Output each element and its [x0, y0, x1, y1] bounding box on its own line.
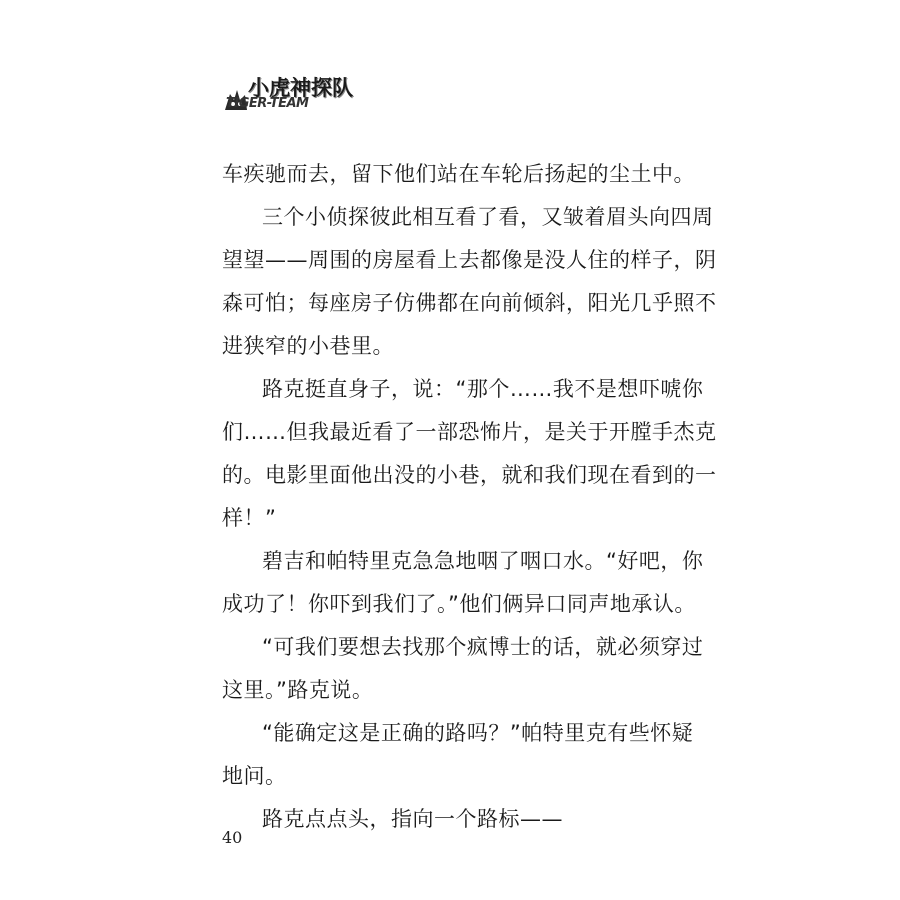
text-line: 车疾驰而去，留下他们站在车轮后扬起的尘土中。 [222, 162, 695, 186]
text-line: 们……但我最近看了一部恐怖片，是关于开膛手杰克 [222, 420, 717, 444]
page-number: 40 [222, 828, 243, 847]
text-line: 望望——周围的房屋看上去都像是没人住的样子，阴 [222, 248, 717, 272]
text-line: “能确定这是正确的路吗？”帕特里克有些怀疑 [262, 721, 694, 745]
series-logo [222, 68, 372, 128]
text-line: 三个小侦探彼此相互看了看，又皱着眉头向四周 [262, 205, 714, 229]
text-line: 这里。”路克说。 [222, 678, 374, 702]
text-line: 碧吉和帕特里克急急地咽了咽口水。“好吧，你 [262, 549, 704, 573]
logo-subtitle: TIGER-TEAM [226, 96, 309, 111]
logo-title: 小虎神探队 [248, 76, 353, 100]
text-line: 路克点点头，指向一个路标—— [262, 807, 563, 831]
text-line: 进狭窄的小巷里。 [222, 334, 394, 358]
text-line: 成功了！你吓到我们了。”他们俩异口同声地承认。 [222, 592, 696, 616]
text-line: 路克挺直身子，说：“那个……我不是想吓唬你 [262, 377, 704, 401]
text-line: 样！” [222, 506, 277, 530]
text-line: 森可怕；每座房子仿佛都在向前倾斜，阳光几乎照不 [222, 291, 717, 315]
text-line: 的。电影里面他出没的小巷，就和我们现在看到的一 [222, 463, 717, 487]
text-line: 地问。 [222, 764, 287, 788]
text-line: “可我们要想去找那个疯博士的话，就必须穿过 [262, 635, 704, 659]
